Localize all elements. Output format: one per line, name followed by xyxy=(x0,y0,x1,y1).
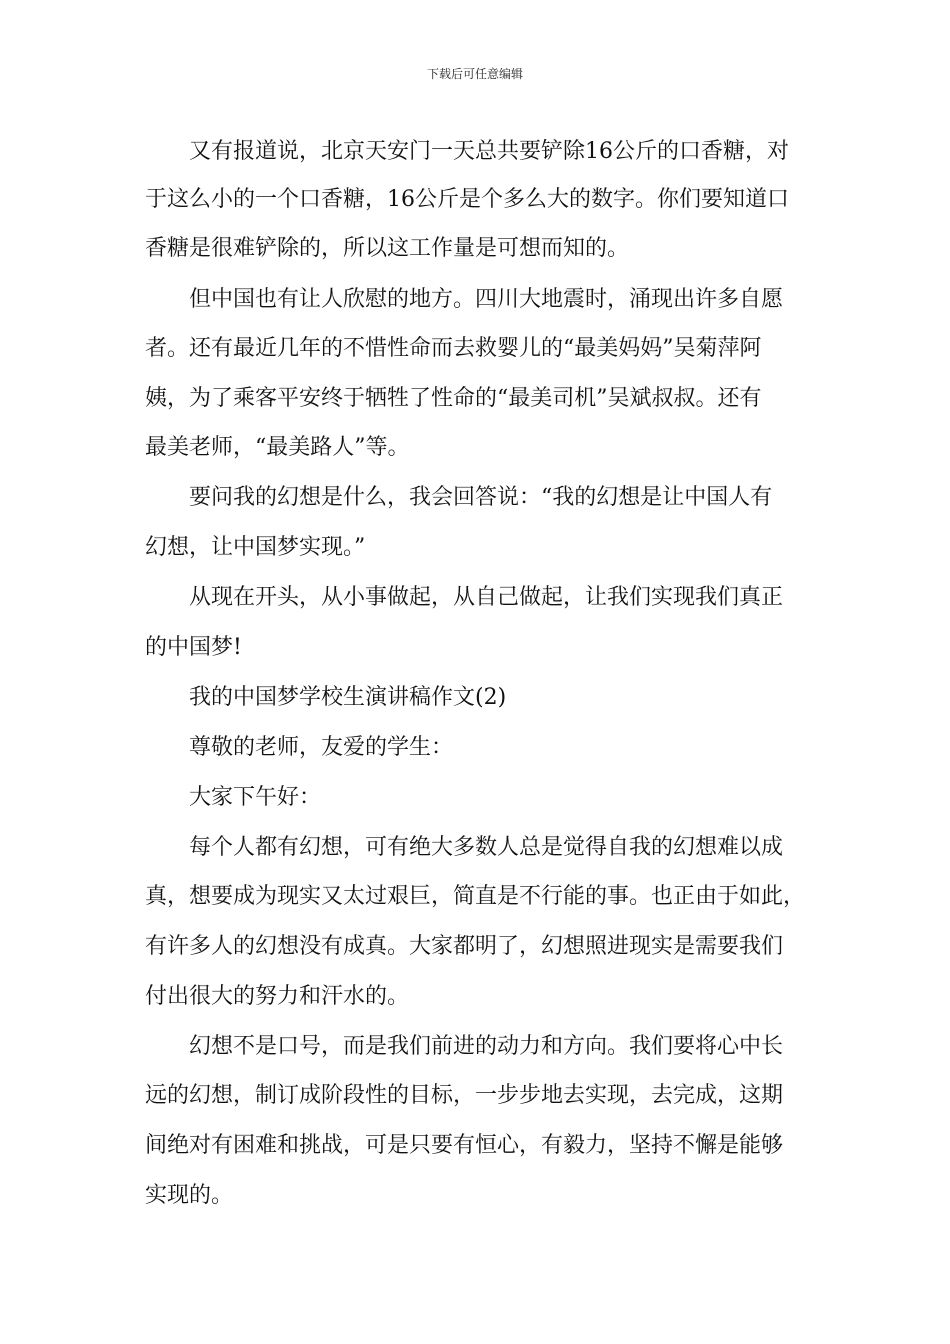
page-header: 下载后可任意编辑 xyxy=(426,67,523,81)
text-line: 从现在开头，从小事做起，从自己做起，让我们实现我们真正 xyxy=(189,585,784,610)
text-line: 姨，为了乘客平安终于牺牲了性命的“最美司机”吴斌叔叔。还有 xyxy=(145,386,762,411)
text-line: 最美老师，“最美路人”等。 xyxy=(145,435,410,460)
text-line: 付出很大的努力和汗水的。 xyxy=(145,984,410,1009)
text-line: 要问我的幻想是什么，我会回答说：“我的幻想是让中国人有 xyxy=(189,485,773,510)
text-line: 间绝对有困难和挑战，可是只要有恒心，有毅力，坚持不懈是能够 xyxy=(145,1133,784,1158)
text-line: 真，想要成为现实又太过艰巨，简直是不行能的事。也正由于如此， xyxy=(145,884,806,909)
text-line: 香糖是很难铲除的，所以这工作量是可想而知的。 xyxy=(145,236,630,261)
text-line: 幻想，让中国梦实现。” xyxy=(145,535,366,560)
salutation: 尊敬的老师，友爱的学生： xyxy=(189,735,454,760)
text-line: 实现的。 xyxy=(145,1183,234,1208)
greeting: 大家下午好： xyxy=(189,785,322,810)
text-line: 幻想不是口号，而是我们前进的动力和方向。我们要将心中长 xyxy=(189,1034,784,1059)
section-title: 我的中国梦学校生演讲稿作文(2) xyxy=(189,685,507,710)
text-line: 但中国也有让人欣慰的地方。四川大地震时，涌现出许多自愿 xyxy=(189,287,784,312)
text-line: 者。还有最近几年的不惜性命而去救婴儿的“最美妈妈”吴菊萍阿 xyxy=(145,336,762,361)
text-line: 远的幻想，制订成阶段性的目标，一步步地去实现，去完成，这期 xyxy=(145,1083,784,1108)
text-line: 的中国梦! xyxy=(145,635,242,660)
text-line: 于这么小的一个口香糖，16公斤是个多么大的数字。你们要知道口 xyxy=(145,187,789,212)
text-line: 又有报道说，北京天安门一天总共要铲除16公斤的口香糖，对 xyxy=(189,139,789,164)
text-line: 有许多人的幻想没有成真。大家都明了，幻想照进现实是需要我们 xyxy=(145,934,784,959)
text-line: 每个人都有幻想，可有绝大多数人总是觉得自我的幻想难以成 xyxy=(189,835,784,860)
